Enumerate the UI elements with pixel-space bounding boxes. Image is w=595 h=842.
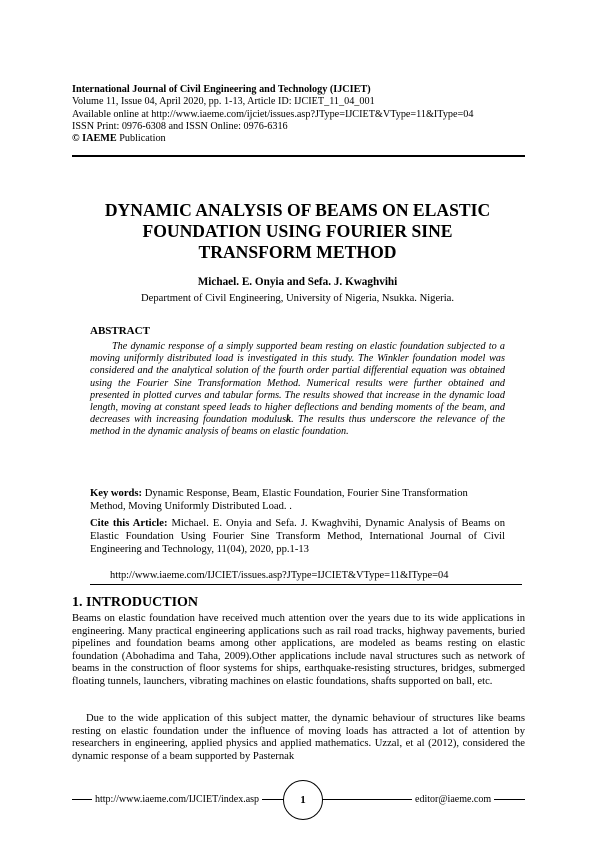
article-url-link[interactable]: http://www.iaeme.com/IJCIET/issues.asp?JType=IJCIET&VType=11&IType=04 xyxy=(110,570,449,581)
issn-info: ISSN Print: 0976-6308 and ISSN Online: 0976-6316 xyxy=(72,120,288,132)
cite-label: Cite this Article: xyxy=(90,518,168,529)
volume-info: Volume 11, Issue 04, April 2020, pp. 1-13, Article ID: IJCIET_11_04_001 xyxy=(72,96,375,108)
header-divider xyxy=(72,155,525,157)
abstract-heading: ABSTRACT xyxy=(90,325,150,337)
intro-paragraph-1: Beams on elastic foundation have received much attention over the years due to its wide applications in engineering. Many practical engineering applications such as rail road tracks, highway pavements, buried pipelines and foundation beams among other applications, are modeled as beams resting on elastic foundation (Abohadima and Taha, 2009).Other applications include naval structures such as network of beams in the construction of floor systems for ships, earthquake-resisting structures, bridges, submerged floating tunnels, launchers, vibrating machines on elastic foundations, shafts supported on ball, etc. xyxy=(72,613,525,687)
footer-email[interactable]: editor@iaeme.com xyxy=(412,794,494,805)
publisher-rest: Publication xyxy=(116,133,166,145)
keywords-text: Dynamic Response, Beam, Elastic Foundation, Fourier Sine Transformation Method, Moving Uniformly Distributed Load. . xyxy=(90,488,468,512)
foundation-modulus-symbol: k xyxy=(286,414,292,426)
section-heading: 1. INTRODUCTION xyxy=(72,595,199,610)
paper-title xyxy=(60,200,535,263)
title-line-2: FOUNDATION USING FOURIER SINE xyxy=(142,221,453,241)
availability-info: Available online at http://www.iaeme.com/ijciet/issues.asp?JType=IJCIET&VType=11&IType=04 xyxy=(72,108,474,120)
title-line-1: DYNAMIC ANALYSIS OF BEAMS ON ELASTIC xyxy=(104,200,491,220)
journal-header xyxy=(72,84,473,145)
abstract-body: The dynamic response of a simply supported beam resting on elastic foundation subjected to a moving uniformly distributed load is investigated in this study. The Winkler foundation model was considered and the analytical solution of the fourth order partial differential equation was obtained using the Fourier Sine Transformation Method. Numerical results were further obtained and presented in plotted curves and tabular forms. The results showed that increase in the dynamic load length, moving at constant speed leads to higher deflections and bending moments of the beam, and decreases with increasing foundation modulus xyxy=(90,341,505,426)
page-number xyxy=(283,780,323,820)
affiliation: Department of Civil Engineering, University of Nigeria, Nsukka. Nigeria. xyxy=(140,293,455,304)
abstract-text xyxy=(90,341,505,439)
authors: Michael. E. Onyia and Sefa. J. Kwaghvihi xyxy=(197,276,398,288)
keywords xyxy=(90,487,505,513)
citation xyxy=(90,517,505,556)
url-divider xyxy=(90,584,522,585)
title-line-3: TRANSFORM METHOD xyxy=(198,242,397,262)
abstract-end: . The results thus underscore the relevance of the method in the dynamic analysis of beams on elastic foundation. xyxy=(90,414,505,438)
page-number-text: 1 xyxy=(300,794,306,806)
cite-text: Michael. E. Onyia and Sefa. J. Kwaghvihi, Dynamic Analysis of Beams on Elastic Foundation Using Fourier Sine Transform Method, International Journal of Civil Engineering and Technology, 11(04), 2020, pp.1-13 xyxy=(90,518,505,555)
footer-url-link[interactable]: http://www.iaeme.com/IJCIET/index.asp xyxy=(92,794,262,805)
keywords-label: Key words: xyxy=(90,488,143,499)
publisher-mark: © IAEME xyxy=(72,133,117,145)
intro-paragraph-2: Due to the wide application of this subject matter, the dynamic behaviour of structures like beams resting on elastic foundation under the influence of moving loads has attracted a lot of attention by researchers in engineering, applied physics and applied mathematics. Uzzal, et al (2012), considered the dynamic response of a beam supported by Pasternak xyxy=(72,713,525,762)
publisher-line xyxy=(72,133,473,145)
journal-title: International Journal of Civil Engineering and Technology (IJCIET) xyxy=(72,84,371,95)
